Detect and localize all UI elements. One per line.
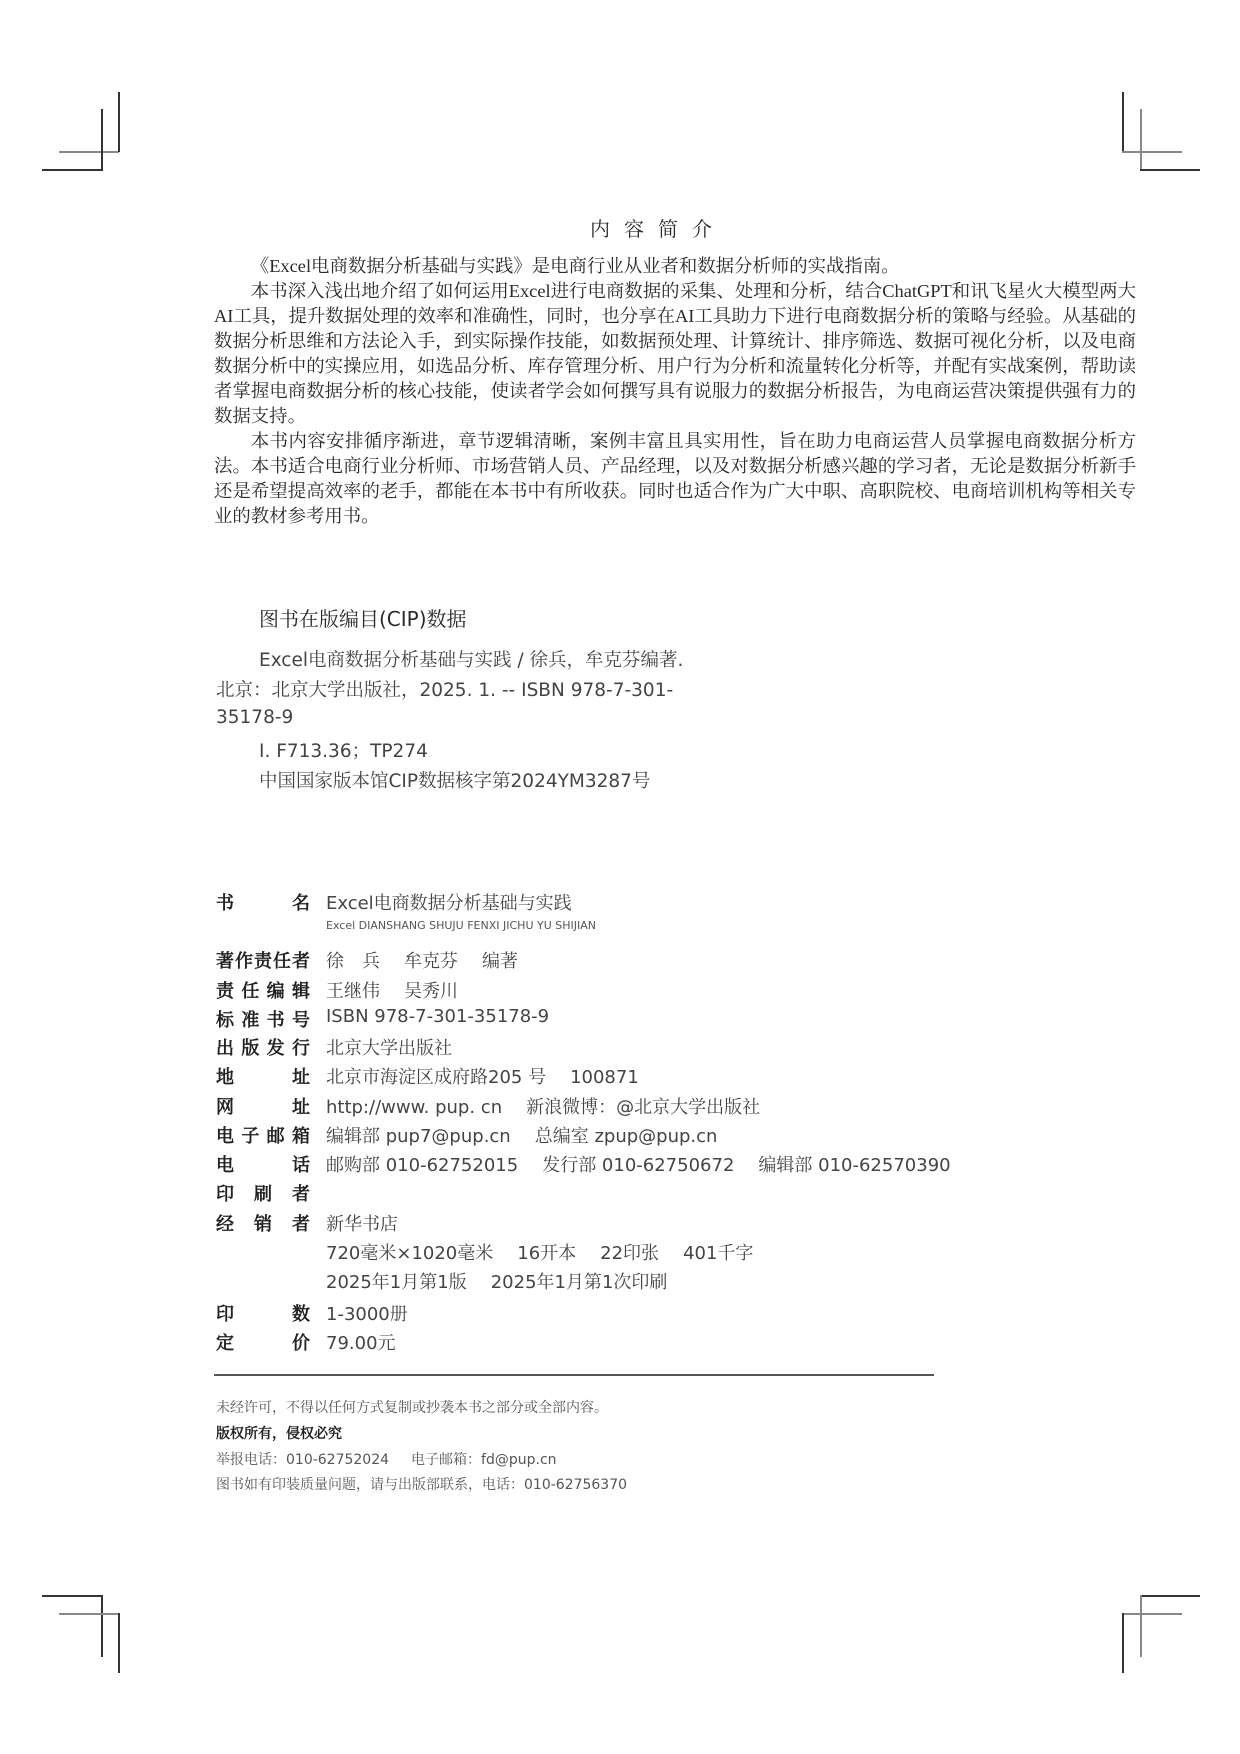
info-value xyxy=(326,1122,741,1148)
info-value xyxy=(326,889,596,915)
info-value xyxy=(326,977,482,1003)
info-value-item: 1-3000册 xyxy=(326,1304,408,1325)
info-value-item: 北京市海淀区成府路205 号 xyxy=(326,1067,547,1088)
info-row xyxy=(216,1210,422,1236)
info-value xyxy=(326,1210,422,1236)
info-label: 经销者 xyxy=(216,1214,310,1235)
info-value-item: 新华书店 xyxy=(326,1214,398,1235)
info-label: 责任编辑 xyxy=(216,981,310,1002)
cip-line: Excel电商数据分析基础与实践 / 徐兵，牟克芬编著. xyxy=(259,650,684,671)
info-value-item: 北京大学出版社 xyxy=(326,1038,452,1059)
intro-paragraph: 本书内容安排循序渐进，章节逻辑清晰，案例丰富且具实用性，旨在助力电商运营人员掌握电商数据分析方法。本书适合电商行业分析师、市场营销人员、产品经理，以及对数据分析感兴趣的学习者，无论是数据分析新手还是希望提高效率的老手，都能在本书中有所收获。同时也适合作为广大中职、高职院校、电商培训机构等相关专业的教材参考用书。 xyxy=(214,431,1136,526)
divider xyxy=(214,1374,934,1376)
info-value xyxy=(326,1329,420,1355)
info-label: 出版发行 xyxy=(216,1038,310,1059)
info-value-item: 79.00元 xyxy=(326,1333,396,1354)
info-value-item: 编辑部 pup7@pup.cn xyxy=(326,1126,511,1147)
info-value-item: 2025年1月第1次印刷 xyxy=(490,1272,668,1293)
cip-heading: 图书在版编目(CIP)数据 xyxy=(259,607,467,631)
info-value xyxy=(326,1006,573,1027)
intro-title: 内容简介 xyxy=(590,217,726,241)
pinyin-title: Excel DIANSHANG SHUJU FENXI JICHU YU SHIJIAN xyxy=(326,919,597,932)
intro-body xyxy=(214,254,1136,529)
info-value-item: 2025年1月第1版 xyxy=(326,1272,467,1293)
info-value-item: 100871 xyxy=(570,1067,639,1088)
intro-paragraph: 本书深入浅出地介绍了如何运用Excel进行电商数据的采集、处理和分析，结合ChatGPT和讯飞星火大模型两大AI工具，提升数据处理的效率和准确性，同时，也分享在AI工具助力下进行电商数据分析的策略与经验。从基础的数据分析思维和方法论入手，到实际操作技能，如数据预处理、计算统计、排序筛选、数据可视化分析，以及电商数据分析中的实操应用，如选品分析、库存管理分析、用户行为分析和流量转化分析等，并配有实战案例，帮助读者掌握电商数据分析的核心技能，使读者学会如何撰写具有说服力的数据分析报告，为电商运营决策提供强有力的数据支持。 xyxy=(214,281,1136,426)
info-value xyxy=(326,1151,975,1177)
info-value xyxy=(326,1268,691,1294)
info-row xyxy=(216,1151,975,1177)
info-label: 网址 xyxy=(216,1097,310,1118)
info-label: 书名 xyxy=(216,893,310,914)
info-value xyxy=(326,1300,432,1326)
info-value-item: 吴秀川 xyxy=(404,981,458,1002)
info-value xyxy=(326,1093,784,1119)
info-row xyxy=(216,1268,691,1294)
info-value-item: 新浪微博：@北京大学出版社 xyxy=(526,1097,761,1118)
info-value-item: 编著 xyxy=(482,951,518,972)
cip-line: Ⅰ. F713.36；TP274 xyxy=(259,741,428,762)
info-value-item: 王继伟 xyxy=(326,981,380,1002)
info-value-item: 401千字 xyxy=(683,1243,754,1264)
info-row xyxy=(216,1034,476,1060)
info-row xyxy=(216,1006,573,1032)
info-value-item: 编辑部 010-62570390 xyxy=(758,1155,951,1176)
info-label: 地址 xyxy=(216,1067,310,1088)
info-value-item: ISBN 978-7-301-35178-9 xyxy=(326,1006,550,1027)
cip-line: 北京：北京大学出版社，2025. 1. -- ISBN 978-7-301- xyxy=(216,680,674,701)
info-value xyxy=(326,1063,663,1089)
report-phone: 举报电话：010-62752024 xyxy=(216,1452,390,1468)
info-label: 标准书号 xyxy=(216,1010,310,1031)
cip-line: 35178-9 xyxy=(216,707,294,728)
info-row xyxy=(216,1239,777,1265)
info-value xyxy=(326,1034,476,1060)
quality-notice: 图书如有印装质量问题，请与出版部联系，电话：010-62756370 xyxy=(216,1477,628,1493)
info-label: 著作责任者 xyxy=(216,951,310,972)
info-value-item: 邮购部 010-62752015 xyxy=(326,1155,519,1176)
info-value-item: 牟克芬 xyxy=(404,951,458,972)
info-label: 印刷者 xyxy=(216,1184,310,1205)
info-value-item: 徐 兵 xyxy=(326,951,380,972)
info-row xyxy=(216,977,482,1003)
info-label: 印数 xyxy=(216,1304,310,1325)
info-value xyxy=(326,1239,777,1265)
info-row xyxy=(216,1329,420,1355)
rights-reserved: 版权所有，侵权必究 xyxy=(216,1426,342,1442)
info-label: 电话 xyxy=(216,1155,310,1176)
intro-paragraph: 《Excel电商数据分析基础与实践》是电商行业从业者和数据分析师的实战指南。 xyxy=(250,256,900,276)
report-line xyxy=(216,1449,579,1469)
info-label: 电子邮箱 xyxy=(216,1126,310,1147)
info-row xyxy=(216,1122,741,1148)
info-row xyxy=(216,1093,784,1119)
info-row xyxy=(216,889,596,915)
info-label: 定价 xyxy=(216,1333,310,1354)
info-value-item: Excel电商数据分析基础与实践 xyxy=(326,893,572,914)
info-row xyxy=(216,947,542,973)
info-row xyxy=(216,1180,326,1206)
info-value-item: 22印张 xyxy=(600,1243,660,1264)
cip-line: 中国国家版本馆CIP数据核字第2024YM3287号 xyxy=(259,771,651,792)
info-value xyxy=(326,947,542,973)
info-value-item: 16开本 xyxy=(517,1243,577,1264)
report-email: 电子邮箱：fd@pup.cn xyxy=(411,1452,557,1468)
info-value-item: http://www. pup. cn xyxy=(326,1097,503,1118)
info-value-item: 720毫米×1020毫米 xyxy=(326,1243,494,1264)
info-row xyxy=(216,1300,432,1326)
info-value-item: 发行部 010-62750672 xyxy=(542,1155,735,1176)
info-row xyxy=(216,1063,663,1089)
copyright-notice: 未经许可，不得以任何方式复制或抄袭本书之部分或全部内容。 xyxy=(216,1400,608,1416)
info-value-item: 总编室 zpup@pup.cn xyxy=(534,1126,718,1147)
